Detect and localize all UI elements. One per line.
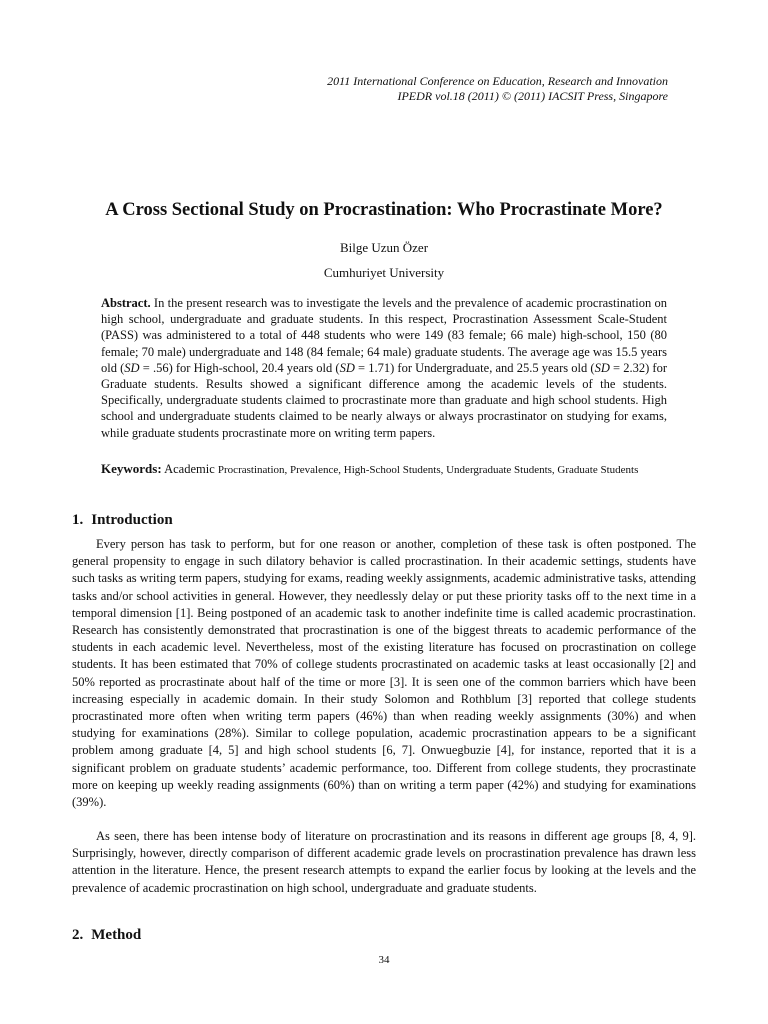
conference-header bbox=[327, 74, 668, 104]
abstract-sd-symbol: SD bbox=[124, 360, 140, 375]
section-heading-introduction bbox=[72, 511, 173, 529]
introduction-paragraph: As seen, there has been intense body of literature on procrastination and its reasons in different age groups [8, 4, 9]. Surprisingly, however, directly comparison of different academic grade levels on procrastination prevalence has drawn less attention in the literature. Hence, the present research attempts to expand the earlier focus by looking at the levels and the prevalence of academic procrastination on high school, undergraduate and graduate students. bbox=[72, 829, 696, 895]
keywords-list: Procrastination, Prevalence, High-School Students, Undergraduate Students, Graduate Students bbox=[217, 464, 639, 476]
abstract-text-part: In the present research was to investigate the levels and the prevalence of academic procrastination on high school, undergraduate and graduate students. In this respect, Procrastination Assessment Scale-Student (PASS) was administered to a total of 448 students who were 149 (83 female; 66 male) high-school, 150 (80 female; 70 male) undergraduate and 148 (84 female; 64 male) graduate students. The average age was 15.5 years old ( bbox=[101, 296, 667, 375]
introduction-paragraph: Every person has task to perform, but for one reason or another, completion of these task is often postponed. The general propensity to engage in such dilatory behavior is called procrastination. In their academic settings, students have such tasks as writing term papers, studying for exams, reading weekly assignments, academic administrative tasks, attending tasks and/or school activities in general. However, they needlessly delay or put these priority tasks off to the next time in a temporal dimension [1]. Being postponed of an academic task to another indefinite time is called academic procrastination. Research has consistently demonstrated that procrastination is one of the biggest threats to academic performance of the students in each academic level. Nevertheless, most of the existing literature has focused on procrastination on college students. It has been estimated that 70% of college students procrastinated on academic tasks at least occasionally [2] and 50% reported as procrastinate about half of the time or more [3]. It is seen one of the common barriers which have been increasing especially in academic domain. In their study Solomon and Rothblum [3] reported that college students procrastinated more often when writing term papers (46%) than when reading weekly assignments (30%) and when studying for examinations (28%). Similar to college population, academic procrastination appears to be a significant problem among graduate [4, 5] and high school students [6, 7]. Onwuegbuzie [4], for instance, reported that it is a significant problem on graduate students’ academic performance, too. Different from college students, they procrastinate more on keeping up weekly reading assignments (60%) than on writing a term paper (42%) and studying for examinations (39%). bbox=[72, 537, 696, 810]
conference-header-line2: IPEDR vol.18 (2011) © (2011) IACSIT Press, Singapore bbox=[397, 89, 668, 103]
abstract-sd-symbol: SD bbox=[594, 360, 610, 375]
section-title: Introduction bbox=[91, 512, 173, 528]
abstract-sd-symbol: SD bbox=[339, 360, 355, 375]
section-number: 2. bbox=[72, 927, 84, 943]
author-name: Bilge Uzun Özer bbox=[339, 240, 429, 255]
keywords-label: Keywords: bbox=[101, 461, 162, 476]
author-affiliation: Cumhuriyet University bbox=[323, 265, 445, 280]
abstract bbox=[101, 295, 667, 441]
keywords bbox=[101, 460, 667, 479]
conference-header-line1: 2011 International Conference on Education, Research and Innovation bbox=[327, 74, 668, 88]
paper-title: A Cross Sectional Study on Procrastination: Who Procrastinate More? bbox=[105, 200, 663, 220]
section-title: Method bbox=[91, 927, 142, 943]
page-number: 34 bbox=[378, 954, 390, 966]
abstract-text-part: = .56) for High-school, 20.4 years old ( bbox=[139, 360, 340, 375]
section-heading-method bbox=[72, 926, 141, 944]
keywords-first-word: Academic bbox=[161, 462, 218, 476]
abstract-text-part: = 1.71) for Undergraduate, and 25.5 years old ( bbox=[354, 360, 595, 375]
abstract-text-part: = 2.32) for Graduate students. Results showed a significant difference among the academic levels of the students. Specifically, undergraduate students claimed to procrastinate more than graduate and high school students. High school and undergraduate students claimed to be nearly always or always procrastinator on studying for exams, while graduate students procrastinate more on writing term papers. bbox=[101, 360, 667, 440]
section-number: 1. bbox=[72, 512, 84, 528]
abstract-label: Abstract. bbox=[101, 296, 151, 310]
